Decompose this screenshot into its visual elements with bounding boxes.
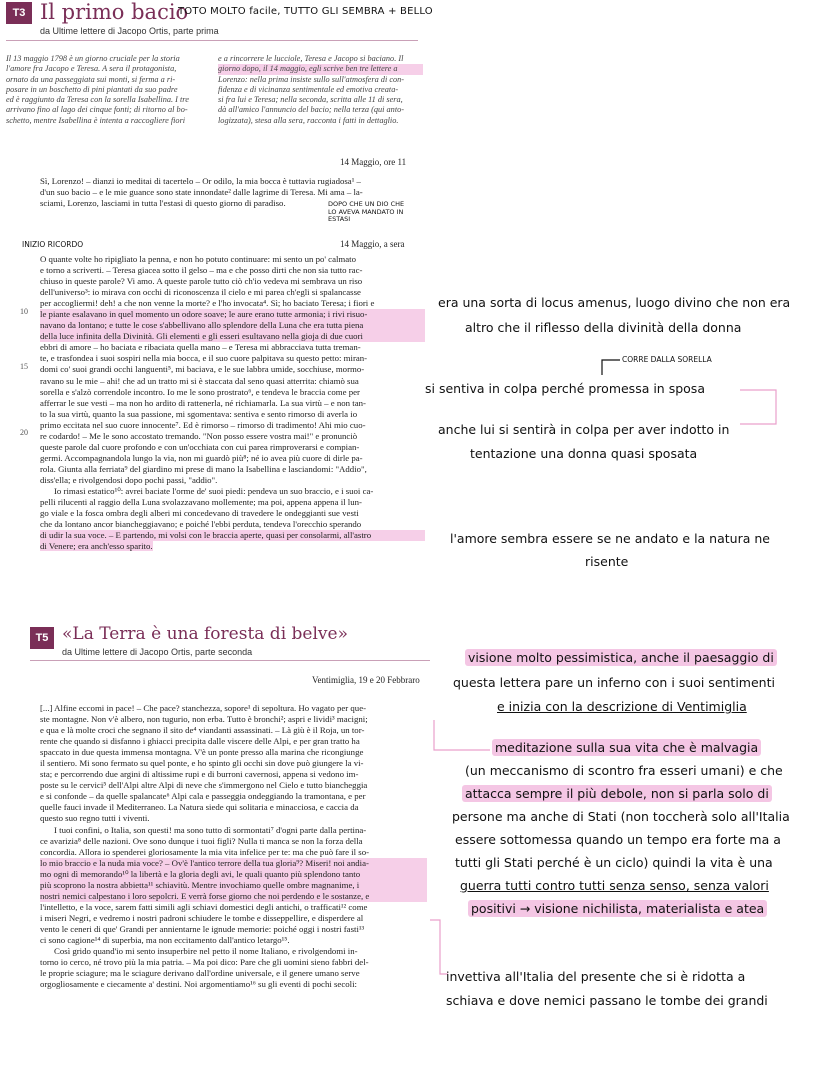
highlighted-phrase: di Venere; era anch'esso sparito. — [40, 541, 153, 552]
handwritten-dio-note: DOPO CHE UN DIO CHE LO AVEVA MANDATO IN ESTASI — [328, 200, 405, 223]
text-line: domi co' suoi grandi occhi languenti⁵, mi baciava, e le sue labbra umide, socchiuse, mormo- — [40, 364, 365, 375]
note-t5-7: persone ma anche di Stati (non toccherà solo all'Italia — [452, 809, 790, 824]
line-number: 10 — [20, 307, 28, 316]
intro-line: Il 13 maggio 1798 è un giorno cruciale per la storia — [6, 54, 180, 63]
text-line: questo suo regno tutti i viventi. — [40, 813, 150, 824]
note-t5-11: positivi → visione nichilista, materialista e atea — [468, 901, 767, 916]
source-line-t3: da Ultime lettere di Jacopo Ortis, parte prima — [40, 26, 219, 36]
section-title-t3: Il primo bacio — [40, 0, 189, 24]
text-line: e si confonde – da quelle spalancate⁶ Alpi cala e passeggia ondeggiando la tramontana, e per — [40, 791, 366, 802]
note-t5-9: tutti gli Stati perché è un ciclo) quindi la vita è una — [455, 855, 773, 870]
note-t5-12: invettiva all'Italia del presente che si è ridotta a — [446, 969, 746, 984]
text-line: rola. Giunta alla ferriata⁹ del giardino mi prese di mano la Isabellina e lasciandomi: "Addio", — [40, 463, 367, 474]
note-corre: CORRE DALLA SORELLA — [622, 355, 712, 364]
text-line: d'un suo bacio – e le mie guance sono state innondate² dalle lagrime di Teresa. Mi ama – la- — [40, 187, 363, 198]
text-line: rente che quando si disfanno i ghiacci precipita dalle viscere delle Alpi, e per gran tratto ha — [40, 736, 360, 747]
text-line: di udir la sua voce. – E partendo, mi volsi con le braccia aperte, quasi per consolarmi, all'astro — [40, 530, 425, 541]
text-line: navano da lontano; e tutte le cose s'abbellivano allo splendore della Luna che era tutta piena — [40, 320, 425, 331]
intro-line: logizzata), stesa alla sera, racconta i fatti in dettaglio. — [218, 115, 399, 125]
letter-2-text — [40, 254, 425, 552]
text-line: il sentiero. Mi sono fermato su quel ponte, e ho spinto gli occhi sin dove può giungere la vi- — [40, 758, 364, 769]
note-t5-5: (un meccanismo di scontro fra esseri umani) e che — [465, 763, 783, 778]
text-line: ravano su le mie – ahi! che ad un tratto mi si è staccata dal seno quasi atterrita: chiamò sua — [40, 375, 359, 386]
handwritten-inizio-note: INIZIO RICORDO — [22, 240, 84, 249]
text-line: e qua e là molte croci che segnano il sito de⁴ viandanti assassinati. – Là giù è il Roja, un tor- — [40, 725, 365, 736]
text-line: go viale e la fosca ombra degli alberi mi concedevano di travedere le ondeggianti sue vesti — [40, 508, 359, 519]
note-colpa-1: si sentiva in colpa perché promessa in sposa — [425, 381, 705, 396]
corner-arrow-icon — [600, 356, 622, 376]
text-line: quelle fauci invade il Mediterraneo. La Natura siede qui solitaria e minacciosa, e caccia da — [40, 802, 359, 813]
text-line: chiuso in queste parole? Vi amo. A queste parole tutto ciò ch'io vedeva mi sembrava un riso — [40, 276, 363, 287]
note-t5-6: attacca sempre il più debole, non si parla solo di — [462, 786, 772, 801]
header-divider — [30, 660, 430, 661]
text-line: Sì, Lorenzo! – dianzi io meditai di tacertelo – Or odilo, la mia bocca è tuttavia rugiadosa¹ – — [40, 176, 361, 186]
intro-line: Lorenzo: nella prima insiste sullo sull'atmosfera di con- — [218, 74, 405, 84]
text-line: [...] Alfine eccomi in pace! – Che pace? stanchezza, sopore¹ di sepoltura. Ho vagato per que- — [40, 703, 367, 713]
text-line: O quante volte ho ripigliato la penna, e non ho potuto continuare: mi sento un po' calmato — [40, 254, 357, 264]
note-colpa-2b: tentazione una donna quasi sposata — [470, 446, 698, 461]
note-t5-2: questa lettera pare un inferno con i suoi sentimenti — [453, 675, 775, 690]
letter-t5-text — [40, 703, 427, 990]
text-line: nostri nemici calpestano i loro sepolcri. E verrà forse giorno che noi perdendo e le sostanze, e — [40, 891, 427, 902]
note-t5-13: schiava e dove nemici passano le tombe dei grandi — [446, 993, 768, 1008]
intro-right-column — [218, 54, 423, 126]
text-line: l'intelletto, e la voce, sarem fatti simili agli schiavi domestici degli antichi, o trafficati¹² come — [40, 901, 368, 912]
intro-line: giorno dopo, il 14 maggio, egli scrive ben tre lettere a — [218, 64, 423, 74]
text-line: lo mio braccio e la nuda mia voce? – Ov'è l'antico terrore della tua gloria⁹? Miseri! noi andia- — [40, 858, 427, 869]
text-line: torno io cerco, né trovo più la mia patria. – Ma poi dico: Pare che gli uomini sieno fabbri del- — [40, 957, 369, 968]
intro-line: ornato da una passeggiata sui monti, si ferma a ri- — [6, 74, 176, 84]
section-badge-t3: T3 — [6, 2, 32, 24]
note-amore-1: l'amore sembra essere se ne andato e la natura ne — [450, 531, 770, 546]
text-line: per accogliermi! deh! a che non venne la morte? e l'ho invocata⁴. Sì; ho baciato Teresa; i fiori e — [40, 298, 375, 309]
note-t5-4: meditazione sulla sua vita che è malvagia — [492, 740, 761, 755]
section-title-t5: «La Terra è una foresta di belve» — [62, 624, 348, 644]
text-line: concordia. Allora io spenderei gloriosamente la mia vita infelice per te: ma che può fare il so- — [40, 846, 370, 857]
text-line: poste su le cervici⁵ dell'Alpi altre Alpi di neve che s'immergono nel Cielo e tutto biancheggia — [40, 780, 368, 791]
letter-date-2: 14 Maggio, a sera — [340, 239, 405, 249]
letter-date-t5: Ventimiglia, 19 e 20 Febbraro — [312, 675, 420, 685]
text-line: della luce infinita della Divinità. Gli elementi e gli esseri esultavano nella gioja di due cuori — [40, 331, 425, 342]
note-amore-2: risente — [585, 554, 629, 569]
intro-line: si fra lui e Teresa; nella seconda, scritta alle 11 di sera, — [218, 95, 403, 105]
text-line: ste montagne. Non v'è albero, non tugurio, non erba. Tutto è bronchi²; aspri e lividi³ macigni; — [40, 714, 368, 725]
text-line: vento le ceneri di que' Grandi per annientarne le ignude memorie: poiché oggi i nostri fasti¹³ — [40, 923, 365, 934]
intro-line: l'amore fra Jacopo e Teresa. A sera il protagonista, — [6, 64, 177, 74]
note-t5-3: e inizia con la descrizione di Ventimiglia — [497, 699, 747, 714]
intro-line: schetto, mentre Isabellina è intenta a raccogliere fiori — [6, 115, 186, 125]
source-line-t5: da Ultime lettere di Jacopo Ortis, parte seconda — [62, 647, 253, 657]
intro-line: dà all'amico l'annuncio del bacio; nella terza (qui anto- — [218, 105, 405, 115]
header-divider — [6, 40, 418, 41]
intro-line: posare in un boschetto di pini piantati da suo padre — [6, 84, 178, 94]
text-line: mo ogni dì memorando¹⁰ la libertà e la gloria degli avi, le quali quanto più splendono tanto — [40, 869, 427, 880]
text-line: spaccato in due questa immensa montagna. V'è un ponte presso alla marina che ricongiunge — [40, 747, 364, 758]
text-line: diss'ella; e rivolgendosi dopo pochi passi, "addio". — [40, 474, 218, 485]
text-line: I tuoi confini, o Italia, son questi! ma sono tutto dì sormontati⁷ d'ogni parte dalla pertina- — [54, 824, 367, 835]
note-colpa-2a: anche lui si sentirà in colpa per aver indotto in — [438, 422, 730, 437]
text-line — [40, 541, 425, 552]
text-line: i miseri Negri, e vedremo i nostri padroni schiudere le tombe e disseppellire, e disperdere al — [40, 912, 364, 923]
text-line: le proprie sciagure; ma le sciagure derivano dall'ordine universale, e il genere umano serve — [40, 968, 360, 979]
note-locus-2: altro che il riflesso della divinità della donna — [465, 320, 742, 335]
text-line: ebbri di amore – ho baciata e ribaciata quella mano – e Teresa mi abbracciava tutta treman- — [40, 342, 361, 353]
text-line: te, e trasfondea i suoi sospiri nella mia bocca, e il suo cuore palpitava su questo petto: miran- — [40, 353, 368, 364]
text-line: germi. Accompagnandola lungo la via, non mi guardò più⁸; né io avea più cuore di dirle pa- — [40, 452, 363, 463]
text-line: Io rimasi estatico¹⁰: avrei baciate l'orme de' suoi piedi: pendeva un suo braccio, e i suoi ca- — [54, 485, 374, 496]
note-locus-1: era una sorta di locus amenus, luogo divino che non era — [438, 295, 791, 310]
text-line: ce avarizia⁸ delle nazioni. Ove sono dunque i tuoi figli? Nulla ti manca se non la forza della — [40, 835, 363, 846]
text-line: to la sua virtù, quanto la sua passione, mi sgomentava: sentiva e sento rimorso di averla io — [40, 408, 358, 419]
text-line: che da lontano ancor biancheggiavano; e poiché l'ebbi perduta, tendeva l'orecchio sperando — [40, 519, 362, 530]
intro-line: e a rincorrere le lucciole, Teresa e Jacopo si baciano. Il — [218, 54, 404, 63]
note-t5-1: visione molto pessimistica, anche il paesaggio di — [465, 650, 777, 665]
intro-line: ed è raggiunto da Teresa con la sorella Isabellina. I tre — [6, 95, 189, 105]
line-number: 20 — [20, 428, 28, 437]
section-badge-t5: T5 — [30, 627, 54, 649]
text-line: pelli rilucenti al raggio della Luna svolazzavano mollemente; ma poi, appena appena il lun- — [40, 497, 362, 508]
note-t5-10: guerra tutti contro tutti senza senso, senza valori — [460, 878, 769, 893]
intro-left-column — [6, 54, 211, 126]
text-line: e torno a scriverti. – Teresa giacea sotto il gelso – ma e che posso dirti che non sia tutto rac- — [40, 265, 363, 276]
text-line: ci sono cagione¹⁴ di superbia, ma non eccitamento dall'antico letargo¹⁵. — [40, 934, 290, 945]
text-line: le piante esalavano in quel momento un odore soave; le aure erano tutte armonia; i rivi risuo- — [40, 309, 425, 320]
connector-line-icon — [432, 718, 492, 754]
handwritten-title-note: TOTO MOLTO facile, TUTTO GLI SEMBRA + BELLO — [178, 6, 433, 17]
line-number: 15 — [20, 362, 28, 371]
text-line: sta; e percorrendo due argini di altissime rupi e di burroni cavernosi, appena si vedono im- — [40, 769, 359, 780]
text-line: Così grido quand'io mi sento insuperbire nel petto il nome Italiano, e rivolgendomi in- — [54, 946, 358, 957]
text-line: afferrar le sue vesti – ma non ho ardito di rattenerla, né richiamarla. La sua virtù – e non tan- — [40, 397, 366, 408]
note-t5-8: essere sottomessa quando un tempo era forte ma a — [455, 832, 781, 847]
intro-line: arrivano fino al lago dei cinque fonti; di ritorno al bo- — [6, 105, 188, 115]
letter-date-1: 14 Maggio, ore 11 — [340, 157, 407, 167]
text-line: dell'universo³: io mirava con occhi di riconoscenza il cielo e mi parea ch'egli si spalancasse — [40, 287, 361, 298]
bracket-connector-icon — [738, 388, 780, 428]
intro-line: fidenza e di vicinanza sentimentale ed emotiva creata- — [218, 84, 399, 94]
text-line: sorella e s'alzò correndole incontro. Io me le sono prostrato⁶, e tendeva le braccia come per — [40, 386, 360, 397]
text-line: primo eccitata nel suo cuore innocente⁷. Ed è rimorso – rimorso di tradimento! Ahi mio cuo- — [40, 419, 366, 430]
text-line: orgogliosamente e ciecamente a' destini. Noi argomentiamo¹⁶ su gli eventi di pochi secoli: — [40, 979, 357, 990]
text-line: queste parole dal cuore profondo e con un'occhiata con cui parea rimproverarsi e compian- — [40, 441, 360, 452]
text-line: più scoprono la nostra abbietta¹¹ schiavitù. Mentre invochiamo quelle ombre magnanime, i — [40, 880, 427, 891]
text-line: sciami, Lorenzo, lasciami in tutta l'estasi di questo giorno di paradiso. — [40, 198, 286, 209]
text-line: re codardo! – Me le sono accostato tremando. "Non posso essere vostra mai!" e pronunciò — [40, 430, 358, 441]
